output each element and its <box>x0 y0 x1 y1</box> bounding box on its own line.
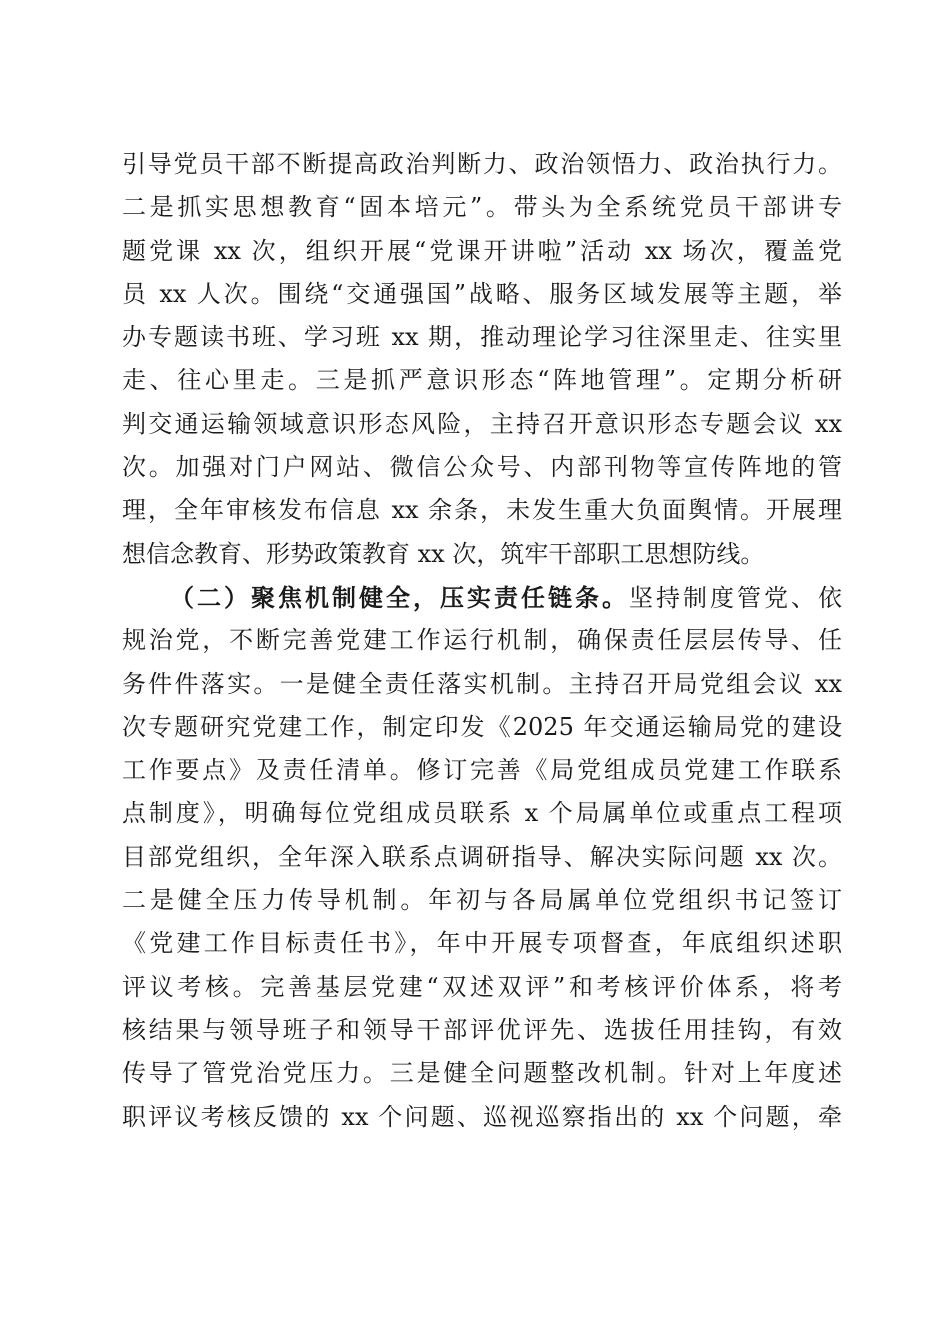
text-line: 传导了管党治党压力。三是健全问题整改机制。针对上年度述 <box>122 1059 842 1088</box>
text-line: 评议考核。完善基层党建“双述双评”和考核评价体系，将考 <box>122 972 842 1001</box>
text-line: 规治党，不断完善党建工作运行机制，确保责任层层传导、任 <box>122 626 842 655</box>
text-line: 《党建工作目标责任书》，年中开展专项督查，年底组织述职 <box>122 929 842 958</box>
text-line: 次。加强对门户网站、微信公众号、内部刊物等宣传阵地的管 <box>122 453 842 482</box>
text-line: 想信念教育、形势政策教育 xx 次，筑牢干部职工思想防线。 <box>122 539 765 568</box>
section-heading-line <box>122 576 842 619</box>
text-line: 点制度》，明确每位党组成员联系 x 个局属单位或重点工程项 <box>122 799 842 828</box>
text-line: 务件件落实。一是健全责任落实机制。主持召开局党组会议 xx <box>122 669 842 698</box>
text-line: 二是抓实思想教育“固本培元”。带头为全系统党员干部讲专 <box>122 193 842 222</box>
section-heading-continuation: 坚持制度管党、依 <box>629 583 842 612</box>
text-line: 判交通运输领域意识形态风险，主持召开意识形态专题会议 xx <box>122 409 842 438</box>
text-line: 核结果与领导班子和领导干部评优评先、选拔任用挂钩，有效 <box>122 1015 842 1044</box>
text-line: 题党课 xx 次，组织开展“党课开讲啦”活动 xx 场次，覆盖党 <box>122 236 842 265</box>
body-text <box>122 143 842 1139</box>
text-line: 员 xx 人次。围绕“交通强国”战略、服务区域发展等主题，举 <box>122 279 842 308</box>
text-line: 引导党员干部不断提高政治判断力、政治领悟力、政治执行力。 <box>122 150 842 178</box>
section-heading: （二）聚焦机制健全，压实责任链条。 <box>170 582 629 612</box>
text-line: 二是健全压力传导机制。年初与各局属单位党组织书记签订 <box>122 886 842 915</box>
text-line: 职评议考核反馈的 xx 个问题、巡视巡察指出的 xx 个问题，牵 <box>122 1102 842 1131</box>
text-line: 工作要点》及责任清单。修订完善《局党组成员党建工作联系 <box>122 756 842 785</box>
text-line: 走、往心里走。三是抓严意识形态“阵地管理”。定期分析研 <box>122 366 842 395</box>
text-line: 理，全年审核发布信息 xx 余条，未发生重大负面舆情。开展理 <box>122 496 842 525</box>
text-line: 办专题读书班、学习班 xx 期，推动理论学习往深里走、往实里 <box>122 323 842 352</box>
text-line: 次专题研究党建工作，制定印发《2025 年交通运输局党的建设 <box>122 712 842 741</box>
text-line: 目部党组织，全年深入联系点调研指导、解决实际问题 xx 次。 <box>122 842 842 871</box>
